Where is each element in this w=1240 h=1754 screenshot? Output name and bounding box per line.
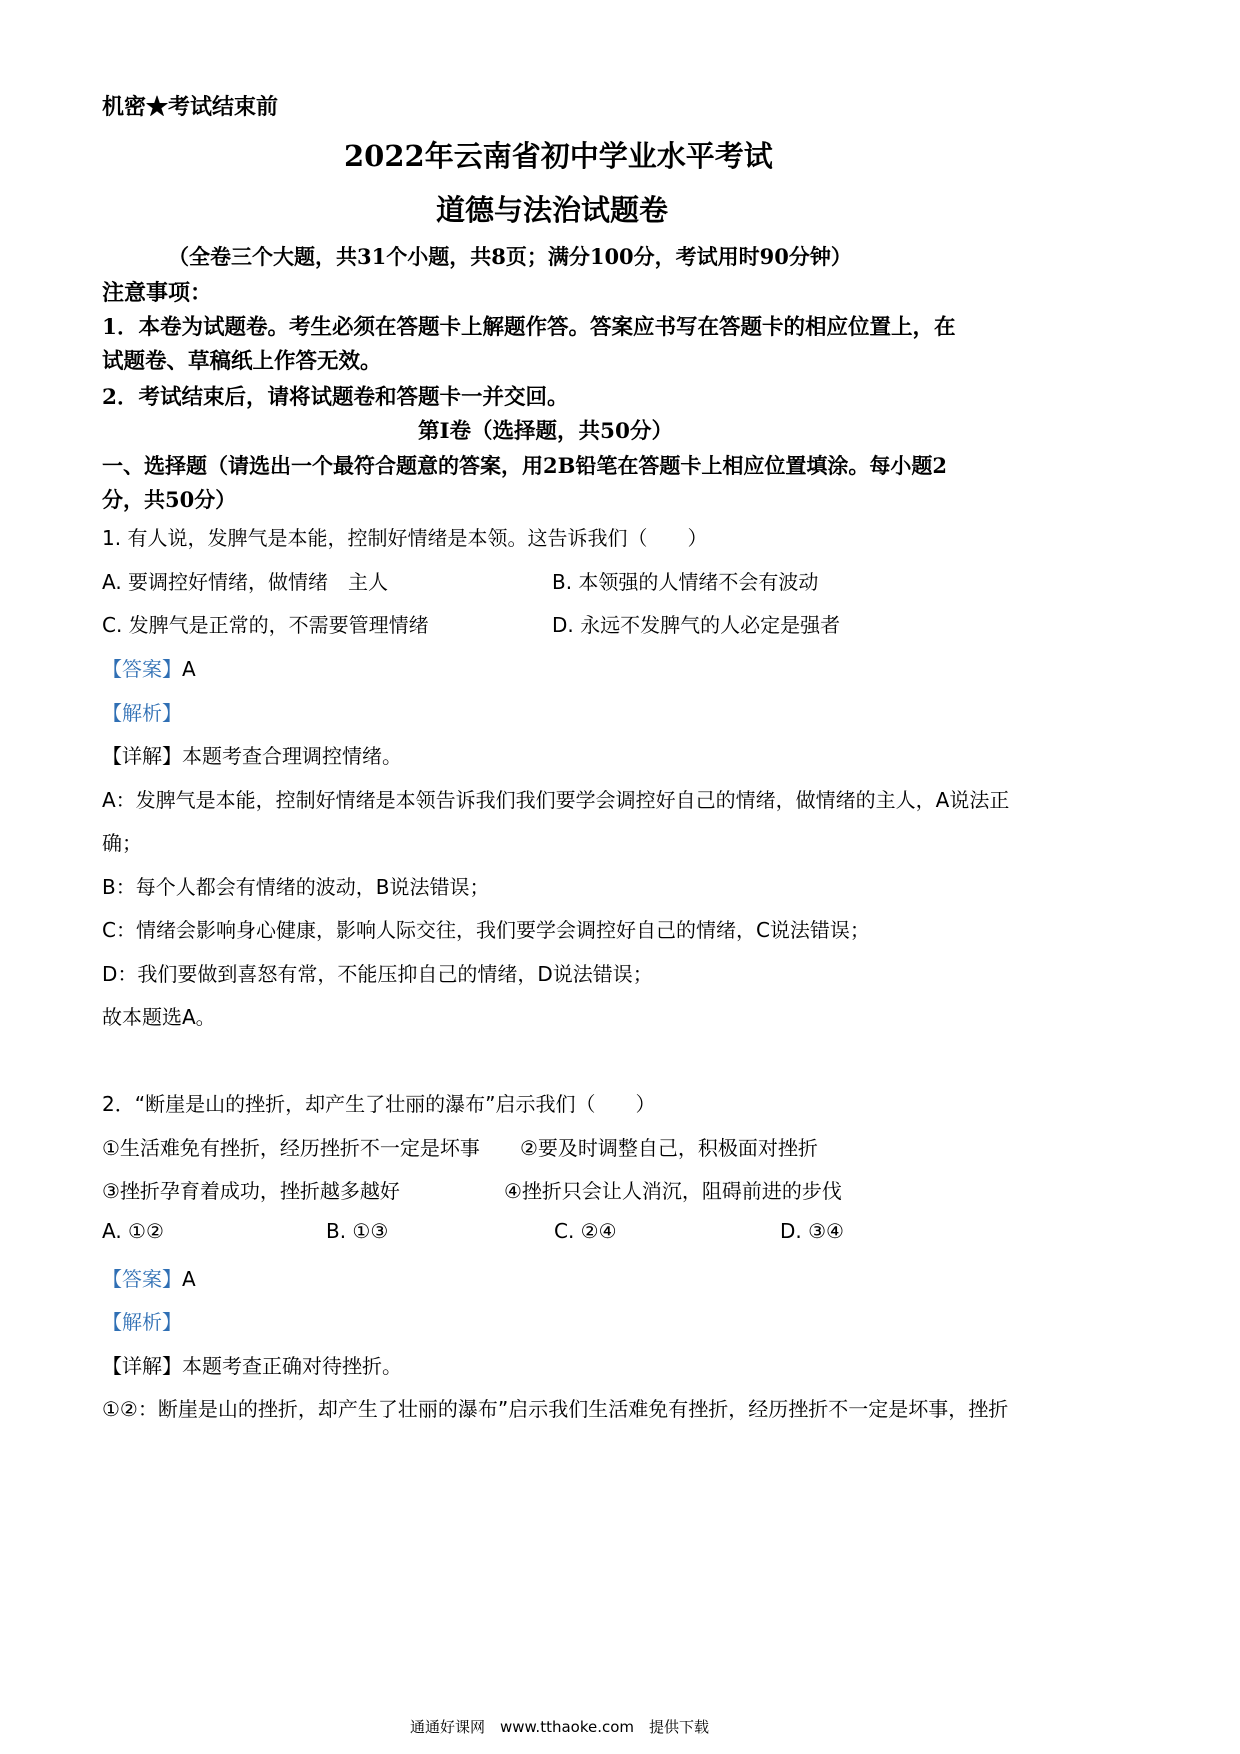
answer-label: 【答案】	[102, 657, 182, 681]
exam-info: （全卷三个大题，共31个小题，共8页；满分100分，考试用时90分钟）	[168, 244, 852, 269]
question-1-detail: 【详解】本题考查合理调控情绪。	[102, 744, 402, 768]
note-2: 2．考试结束后，请将试题卷和答题卡一并交回。	[102, 385, 569, 410]
question-2-option-d: D. ③④	[780, 1219, 844, 1243]
confidential-label: 机密★考试结束前	[102, 94, 279, 120]
question-1-option-d: D. 永远不发脾气的人必定是强者	[552, 613, 841, 637]
question-1-analysis-label: 【解析】	[102, 701, 182, 725]
exam-subtitle: 道德与法治试题卷	[436, 193, 669, 227]
question-1-explanation-c: C：情绪会影响身心健康，影响人际交往，我们要学会调控好自己的情绪，C说法错误；	[102, 918, 870, 942]
question-1-stem: 1. 有人说，发脾气是本能，控制好情绪是本领。这告诉我们（ ）	[102, 526, 708, 550]
section-1-instructions-line-2: 分，共50分）	[102, 487, 237, 512]
question-1-answer	[102, 653, 196, 682]
question-1-explanation-b: B：每个人都会有情绪的波动，B说法错误；	[102, 875, 490, 899]
notes-heading: 注意事项：	[102, 280, 213, 306]
part-1-heading: 第I卷（选择题，共50分）	[418, 419, 673, 444]
question-2-statement-3: ③挫折孕育着成功，挫折越多越好	[102, 1179, 400, 1203]
question-2-option-c: C. ②④	[554, 1219, 617, 1243]
question-1-option-b: B. 本领强的人情绪不会有波动	[552, 570, 819, 594]
section-1-instructions-line-1: 一、选择题（请选出一个最符合题意的答案，用2B铅笔在答题卡上相应位置填涂。每小题2	[102, 453, 947, 478]
question-2-option-b: B. ①③	[326, 1219, 389, 1243]
note-1-line-1: 1．本卷为试题卷。考生必须在答题卡上解题作答。答案应书写在答题卡的相应位置上，在	[102, 315, 956, 340]
question-1-option-a: A. 要调控好情绪，做情绪 主人	[102, 570, 389, 594]
question-1-explanation-d: D：我们要做到喜怒有常，不能压抑自己的情绪，D说法错误；	[102, 962, 653, 986]
question-1-option-c: C. 发脾气是正常的，不需要管理情绪	[102, 613, 429, 637]
answer-value: A	[182, 657, 196, 681]
answer-value: A	[182, 1267, 196, 1291]
question-2-analysis-label: 【解析】	[102, 1310, 182, 1334]
question-1-conclusion: 故本题选A。	[102, 1005, 216, 1029]
question-1-explanation-a-line-2: 确；	[102, 831, 142, 855]
question-2-statement-2: ②要及时调整自己，积极面对挫折	[520, 1136, 818, 1160]
question-2-answer	[102, 1263, 196, 1292]
question-2-explanation-line-1: ①②：断崖是山的挫折，却产生了壮丽的瀑布”启示我们生活难免有挫折，经历挫折不一定是坏事，挫折	[102, 1397, 1009, 1421]
answer-label: 【答案】	[102, 1267, 182, 1291]
note-1-line-2: 试题卷、草稿纸上作答无效。	[102, 349, 382, 374]
question-2-statement-4: ④挫折只会让人消沉，阻碍前进的步伐	[504, 1179, 842, 1203]
question-2-option-a: A. ①②	[102, 1219, 164, 1243]
page-footer: 通通好课网 www.tthaoke.com 提供下载	[410, 1718, 710, 1736]
question-2-statement-1: ①生活难免有挫折，经历挫折不一定是坏事	[102, 1136, 480, 1160]
question-2-stem: 2．“断崖是山的挫折，却产生了壮丽的瀑布”启示我们（ ）	[102, 1092, 656, 1116]
question-2-detail: 【详解】本题考查正确对待挫折。	[102, 1354, 402, 1378]
exam-title: 2022年云南省初中学业水平考试	[344, 139, 773, 173]
question-1-explanation-a-line-1: A：发脾气是本能，控制好情绪是本领告诉我们我们要学会调控好自己的情绪，做情绪的主人，A说法正	[102, 788, 1010, 812]
